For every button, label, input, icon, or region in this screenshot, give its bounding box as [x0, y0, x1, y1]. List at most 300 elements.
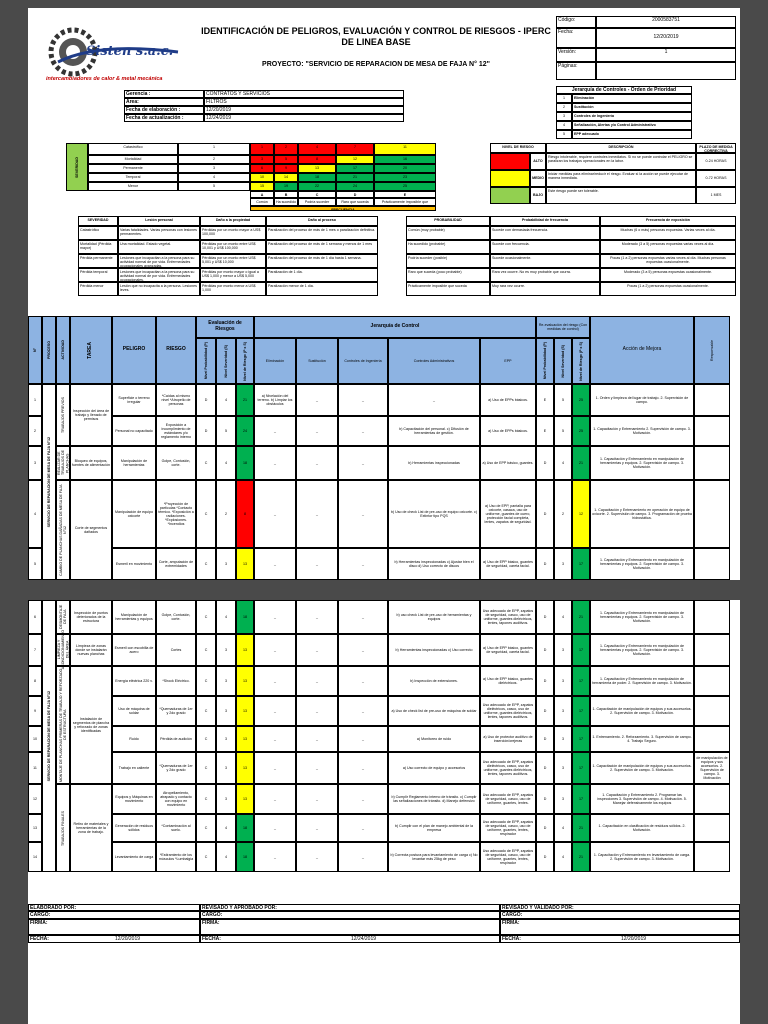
col-prob-header [196, 338, 216, 384]
matrix-row-num: 3 [178, 164, 250, 173]
matrix-value: 7 [336, 143, 374, 155]
signature-fecha-row [500, 935, 740, 943]
activity-cell-text: LIMPIEZA Y ACONDICIONAMIENTO DEL ÁREA [56, 630, 70, 670]
matrix-row-num: 2 [178, 155, 250, 164]
version-value: 1 [596, 48, 736, 62]
sev-value: 3 [216, 666, 236, 696]
risk-level-value: 13 [236, 634, 254, 666]
row-number: 6 [28, 600, 42, 634]
activity-cell [56, 480, 70, 580]
criteria-cell: Podría suceder (posible) [406, 254, 490, 268]
sev-value: 4 [216, 600, 236, 634]
elim-cell: a) Nivelación del terreno. b) Limpiar los obstáculos [254, 384, 296, 416]
risk-cell: Cortes [156, 634, 196, 666]
matrix-letter: D [336, 191, 374, 198]
reeval-sev: 3 [554, 548, 572, 580]
responsible-cell [694, 634, 730, 666]
col-adm-header: Controles Administrativos [388, 338, 480, 384]
sust-cell: _ [296, 696, 338, 726]
elim-cell: _ [254, 696, 296, 726]
matrix-row-num: 1 [178, 143, 250, 155]
activity-cell [56, 446, 70, 480]
sust-cell: _ [296, 480, 338, 548]
prob-value: D [196, 416, 216, 446]
criteria-cell: Pérdidas por un monto mayor a US$ 100,000 [200, 226, 266, 240]
admin-control-cell: b) Capacitación del personal. c) Difusión de herramientas de gestión. [388, 416, 480, 446]
epp-cell: Uso adecuado de EPP, zapatos dieléctricos, casco, uso de uniforme, guantes dieléctricos, lentes, tapones auditivos. [480, 752, 536, 784]
improvement-action-cell: 1. Capacitación y Entrenamiento en operación de equipo de oxicorte. 2. Supervisión de campo. 3. Programación de prueba hidrostática. [590, 480, 694, 548]
reeval-sev: 3 [554, 634, 572, 666]
row-number: 1 [28, 384, 42, 416]
criteria-cell: Sucede con frecuencia. [490, 240, 600, 254]
elim-cell: _ [254, 666, 296, 696]
signature-firma: FIRMA: [28, 919, 200, 935]
area-value: FILTROS [204, 98, 404, 106]
risk-cell: *Caídas al mismo nivel *Atropello de personas [156, 384, 196, 416]
risk-level-value: 21 [236, 384, 254, 416]
level-name: ALTO [530, 153, 546, 170]
sust-cell: _ [296, 416, 338, 446]
admin-control-cell: b) Herramientas inspeccionadas c) Uso correcto [388, 634, 480, 666]
reeval-level: 21 [572, 842, 590, 872]
risk-level-legend [490, 143, 736, 205]
reeval-prob: D [536, 726, 554, 752]
signature-fecha-label: FECHA: [502, 936, 521, 942]
risk-cell: *Quemaduras de 1er y 2do grado [156, 752, 196, 784]
matrix-row-name: Catastrófico [88, 143, 178, 155]
sust-cell: _ [296, 634, 338, 666]
criteria-cell: Pérdidas por un monto entre US$ 10,001 y US$ 100,000 [200, 240, 266, 254]
matrix-value: 12 [336, 155, 374, 164]
elim-cell: _ [254, 726, 296, 752]
col-sev-header-text: Nivel Severidad (S) [223, 344, 228, 378]
hazard-cell: Manipulación de herramientas y equipos [112, 600, 156, 634]
risk-level-value: 24 [236, 416, 254, 446]
prob-value: C [196, 752, 216, 784]
elim-cell: _ [254, 814, 296, 842]
reeval-level: 17 [572, 634, 590, 666]
level-term: 1 MES [696, 187, 736, 204]
sev-value: 3 [216, 784, 236, 814]
info-block [124, 90, 404, 124]
reeval-level: 25 [572, 384, 590, 416]
matrix-sev-label: SEVERIDAD [66, 143, 88, 191]
ing-cell: _ [338, 384, 388, 416]
reeval-sev: 4 [554, 814, 572, 842]
row-number: 5 [28, 548, 42, 580]
epp-cell: Uso adecuado de EPP, zapatos de seguridad, casco, uso de uniforme, guantes, lentes. [480, 784, 536, 814]
improvement-action-cell: 1. Capacitación y Entrenamiento 2. Programar las inspecciones 3. Supervisión de campo. 4. Motivación. 5. Manejar defensivamente los equipos [590, 784, 694, 814]
probability-criteria [406, 216, 736, 306]
col-tarea-header [70, 316, 112, 384]
gerencia-label: Gerencia : [124, 90, 204, 98]
improvement-action-cell: 1. Capacitación y Entrenamiento en manipulación de herramientas y equipos. 2. Supervisión de campo. 3. Motivación. [590, 600, 694, 634]
signature-cargo: CARGO: [28, 911, 200, 919]
responsible-cell [694, 384, 730, 416]
elim-cell: _ [254, 600, 296, 634]
responsible-cell [694, 446, 730, 480]
reeval-sev: 3 [554, 666, 572, 696]
risk-level-value: 18 [236, 814, 254, 842]
level-color-swatch [490, 170, 530, 187]
reeval-prob: D [536, 814, 554, 842]
signature-fecha-label: FECHA: [30, 936, 49, 942]
criteria-cell: Rara vez ocurre. No es muy probable que ocurra. [490, 268, 600, 282]
signature-block [28, 904, 740, 944]
admin-control-cell: b) Cumplir con el plan de manejo ambiental de la empresa [388, 814, 480, 842]
matrix-value: 23 [374, 173, 436, 182]
level-desc: Este riesgo puede ser tolerable. [546, 187, 696, 204]
ing-cell: _ [338, 480, 388, 548]
prob-value: C [196, 696, 216, 726]
risk-cell: Atropellamiento, atrapado y contacto con equipo en movimiento [156, 784, 196, 814]
risk-cell: *Proyección de partículas *Contacto térmico. *Exposición a radiaciones. *Explosiones. *Incendios [156, 480, 196, 548]
ing-cell: _ [338, 634, 388, 666]
col-peligro-header: PELIGRO [112, 316, 156, 384]
signature-cargo: CARGO: [200, 911, 500, 919]
prob-value: C [196, 814, 216, 842]
responsible-cell [694, 548, 730, 580]
risk-level-value: 8 [236, 480, 254, 548]
code-box [556, 16, 736, 80]
activity-cell [56, 630, 70, 670]
col-prob-header-text: Nivel Probabilidad (P) [203, 342, 208, 380]
hazard-cell: Esmeril en movimiento [112, 548, 156, 580]
ing-cell: _ [338, 784, 388, 814]
criteria-cell: Pérdidas por monto mayor o igual a US$ 1,000 y menor a US$ 5,000 [200, 268, 266, 282]
proceso-cell [42, 600, 56, 872]
prob-value: C [196, 600, 216, 634]
epp-cell: Uso adecuado de EPP, zapatos de seguridad, casco, uso de uniforme, guantes, lentes, respirador [480, 814, 536, 842]
ing-cell: _ [338, 416, 388, 446]
col-responsable-header-text: Responsable [709, 339, 714, 361]
company-logo [38, 22, 188, 90]
task-cell: Retiro de materiales y herramientas de la zona de trabajo. [70, 784, 112, 872]
activity-cell-text: MONTAJE DE PLANCHAS PRIMERAS DE TRABAJO Y REFORZADO DE ESTRUCTURA [58, 668, 67, 782]
matrix-letter: B [274, 191, 298, 198]
codigo-label: Código: [556, 16, 596, 28]
matrix-row-name: Temporal [88, 173, 178, 182]
admin-control-cell: _ [388, 384, 480, 416]
sust-cell: _ [296, 752, 338, 784]
epp-cell: a) Uso de protector auditivo de inserción/orejeras [480, 726, 536, 752]
document-title: IDENTIFICACIÓN DE PELIGROS, EVALUACIÓN Y CONTROL DE RIESGOS - IPERC DE LINEA BASE [201, 26, 551, 47]
criteria-cell: Paralización del proceso de más de 1 semana y menos de 1 mes [266, 240, 378, 254]
activity-cell [56, 784, 70, 872]
criteria-cell: Pérdida temporal [78, 268, 118, 282]
main-table-body-p1 [28, 384, 740, 580]
signature-firma: FIRMA: [500, 919, 740, 935]
col-ing-header: Controles de Ingeniería [338, 338, 388, 384]
sev-value: 3 [216, 548, 236, 580]
elim-cell: _ [254, 842, 296, 872]
responsible-cell [694, 696, 730, 726]
col-nivel-header [236, 338, 254, 384]
proceso-cell [42, 384, 56, 580]
risk-level-value: 18 [236, 600, 254, 634]
elim-cell: _ [254, 480, 296, 548]
sev-value: 4 [216, 814, 236, 842]
row-number: 4 [28, 480, 42, 548]
criteria-cell: Paralización del proceso de más de 1 mes o paralización definitiva. [266, 226, 378, 240]
matrix-freq-label: Raro que suceda [336, 198, 374, 206]
hierarchy-item: Señalización, Alertas y/o Control Administrativo [572, 121, 692, 130]
level-color-swatch [490, 187, 530, 204]
admin-control-cell: b) Inspección de extensiones. [388, 666, 480, 696]
reeval-prob: E [536, 384, 554, 416]
signature-cargo: CARGO: [500, 911, 740, 919]
criteria-cell: Muy rara vez ocurre. [490, 282, 600, 296]
responsible-cell [694, 416, 730, 446]
row-number: 3 [28, 446, 42, 480]
row-number: 7 [28, 634, 42, 666]
hierarchy-item: Sustitución [572, 103, 692, 112]
criteria-cell: Pérdidas por monto menor a US$ 1,000 [200, 282, 266, 296]
fecha-label: Fecha: [556, 28, 596, 48]
reeval-level: 17 [572, 752, 590, 784]
sev-value: 3 [216, 726, 236, 752]
ing-cell: _ [338, 726, 388, 752]
criteria-cell: Raro que suceda (poco probable) [406, 268, 490, 282]
matrix-value: 25 [374, 182, 436, 191]
reeval-sev: 4 [554, 600, 572, 634]
hierarchy-num: 4 [556, 121, 572, 130]
reeval-prob: D [536, 666, 554, 696]
sust-cell: _ [296, 548, 338, 580]
matrix-value: 22 [298, 182, 336, 191]
risk-level-value: 18 [236, 842, 254, 872]
improvement-action-cell: 1. Entrenamiento. 2. Reforzamiento. 3. Supervisión de campo. 4. Trabajo Seguro. [590, 726, 694, 752]
risk-cell: Golpe, Contusión, corte. [156, 446, 196, 480]
criteria-header: Frecuencia de exposición [600, 216, 736, 226]
severity-criteria [78, 216, 378, 306]
improvement-action-cell: 1. Capacitación en clasificación de residuos sólidos. 2. Motivación. [590, 814, 694, 842]
col-responsable-header [694, 316, 730, 384]
proceso-cell-text: SERVICIO DE REPARACION DE MESA DE FAJA N°12 [46, 690, 51, 782]
criteria-cell: Pérdida permanente [78, 254, 118, 268]
level-desc: Riesgo intolerable, requiere controles inmediatos. Si no se puede controlar el PELIGRO se paralizan los trabajos operacionales en la labor. [546, 153, 696, 170]
prob-value: C [196, 666, 216, 696]
matrix-value: 2 [274, 143, 298, 155]
col-accion-header: Acción de Mejora [590, 316, 694, 384]
level-color-swatch [490, 153, 530, 170]
risk-cell: Corte, amputación de extremidades [156, 548, 196, 580]
criteria-header: SEVERIDAD [78, 216, 118, 226]
col-nivel-header-text: Nivel de Riesgo (P x S) [242, 341, 247, 381]
paginas-label: Páginas: [556, 62, 596, 80]
ing-cell: _ [338, 696, 388, 726]
criteria-header: Daño al proceso [266, 216, 378, 226]
col-rprob-header [536, 338, 554, 384]
area-label: Area: [124, 98, 204, 106]
matrix-value: 8 [298, 155, 336, 164]
sust-cell: _ [296, 814, 338, 842]
matrix-value: 5 [274, 155, 298, 164]
criteria-cell: Pérdida menor [78, 282, 118, 296]
signature-fecha-value: 12/20/2019 [621, 936, 647, 942]
prob-value: C [196, 726, 216, 752]
sev-value: 4 [216, 384, 236, 416]
col-riesgo-header: RIESGO [156, 316, 196, 384]
admin-control-cell: b) Correcta postura para levantamiento de carga c) No levantar más 25kg de peso [388, 842, 480, 872]
hazard-cell: Personal no capacitado [112, 416, 156, 446]
matrix-value: 17 [336, 164, 374, 173]
admin-control-cell: a) Monitoreo de ruido [388, 726, 480, 752]
matrix-value: 18 [298, 173, 336, 182]
reeval-sev: 3 [554, 726, 572, 752]
level-term: 0-72 HORAS [696, 170, 736, 187]
matrix-row-name: Menor [88, 182, 178, 191]
paginas-value [596, 62, 736, 80]
hierarchy-item: EPP adecuado [572, 130, 692, 139]
signature-firma: FIRMA: [200, 919, 500, 935]
hazard-cell: Manipulación de equipo oxicorte [112, 480, 156, 548]
col-proceso-header-text: PROCESO [46, 341, 51, 359]
hazard-cell: Levantamiento de carga [112, 842, 156, 872]
signature-title: REVISADO Y VALIDADO POR: [500, 904, 740, 911]
ing-cell: _ [338, 752, 388, 784]
epp-cell: a) Uso de EPP básico, guantes de seguridad, careta facial. [480, 548, 536, 580]
signature-title: REVISADO Y APROBADO POR: [200, 904, 500, 911]
sev-value: 2 [216, 480, 236, 548]
risk-cell: *Estiramiento de los músculos *Lumbalgia [156, 842, 196, 872]
matrix-value: 21 [336, 173, 374, 182]
matrix-freq-label: Ha sucedido [274, 198, 298, 206]
hierarchy-item: Controles de Ingeniería [572, 112, 692, 121]
main-table-header [28, 316, 740, 384]
col-num-header [28, 316, 42, 384]
matrix-value: 20 [374, 164, 436, 173]
activity-cell-text: REALIZAR DE TRABAJOS DE PLANCHAS [56, 450, 70, 476]
reeval-sev: 4 [554, 446, 572, 480]
epp-cell: a) Uso de EPPs básicos. [480, 416, 536, 446]
reeval-prob: D [536, 548, 554, 580]
reeval-prob: D [536, 752, 554, 784]
activity-cell [56, 384, 70, 446]
improvement-action-cell: 1. Capacitación y Entrenamiento en levantamiento de carga. 2. Supervisión de campo. 3. Motivación. [590, 842, 694, 872]
risk-level-value: 13 [236, 726, 254, 752]
reeval-prob: D [536, 784, 554, 814]
hazard-cell: Generación de residuos sólidos [112, 814, 156, 842]
act-label: Fecha de actualización : [124, 114, 204, 122]
activity-cell [56, 666, 70, 784]
matrix-value: 24 [336, 182, 374, 191]
row-number: 14 [28, 842, 42, 872]
activity-cell-text: CAMBIO DE PLANCHAS DAÑADAS DE MESA DE FAJA N°12 [58, 484, 67, 576]
company-name: Sisten s.a.c. [86, 44, 174, 59]
col-tarea-header-text: TAREA [87, 341, 94, 359]
improvement-action-cell: 1. Capacitación y Entrenamiento en manipulación de herramientas y equipos. 2. Supervisión de campo. 3. Motivación. [590, 634, 694, 666]
ing-cell: _ [338, 814, 388, 842]
hierarchy-num: 2 [556, 103, 572, 112]
signature-fecha-row [200, 935, 500, 943]
risk-level-value: 13 [236, 666, 254, 696]
col-actividad-header-text: ACTIVIDAD [60, 340, 65, 360]
criteria-cell: Muchas (6 o más) personas expuestas. Varias veces al día. [600, 226, 736, 240]
reeval-sev: 5 [554, 416, 572, 446]
hazard-cell: Equipos y Máquinas en movimiento [112, 784, 156, 814]
criteria-header: Daño a la propiedad [200, 216, 266, 226]
responsible-cell [694, 600, 730, 634]
epp-cell: Uso adecuado de EPP, zapatos dieléctricos, casco, uso de uniforme, guantes dieléctricos, lentes, tapones auditivos. [480, 696, 536, 726]
risk-level-value: 18 [236, 446, 254, 480]
task-cell: Inspección de puntos deteriorados de la estructura [70, 600, 112, 634]
sev-value: 4 [216, 446, 236, 480]
reeval-prob: D [536, 600, 554, 634]
signature-fecha-value: 12/20/2019 [115, 936, 141, 942]
criteria-cell: Pocas (1 a 2) personas expuestas ocasionalmente. [600, 282, 736, 296]
act-value: 12/24/2019 [204, 114, 404, 122]
matrix-freq-label: Podría suceder [298, 198, 336, 206]
col-rsev-header-text: Nivel Severidad (S) [560, 344, 565, 378]
gerencia-value: CONTRATOS Y SERVICIOS [204, 90, 404, 98]
col-eval-header: Evaluación de Riesgos [196, 316, 254, 338]
matrix-value: 3 [250, 155, 274, 164]
reeval-prob: E [536, 416, 554, 446]
risk-cell: Golpe, Contusión, corte. [156, 600, 196, 634]
criteria-cell: Lesiones que incapacitan a la persona para su actividad normal de por vida. Enfermedades ocupacionales. [118, 268, 200, 282]
col-jerarquia-header: Jerarquía de Control [254, 316, 536, 338]
matrix-freq-label: Prácticamente imposible que [374, 198, 436, 206]
row-number: 11 [28, 752, 42, 784]
improvement-action-cell: 1. Capacitación y Entrenamiento en manipulación de herramientas y equipos. 2. Supervisión de campo. 3. Motivación. [590, 446, 694, 480]
reeval-level: 17 [572, 696, 590, 726]
sev-value: 3 [216, 696, 236, 726]
reeval-level: 17 [572, 666, 590, 696]
activity-cell-text: TRABAJOS FINALES [60, 810, 65, 846]
ing-cell: _ [338, 600, 388, 634]
col-proceso-header [42, 316, 56, 384]
admin-control-cell: a) Uso correcto de equipo y accesorios [388, 752, 480, 784]
criteria-cell: Mortalidad (Pérdida mayor) [78, 240, 118, 254]
row-number: 12 [28, 784, 42, 814]
col-rnivel-header [572, 338, 590, 384]
criteria-cell: Moderado (3 a 5) personas expuestas varias veces al día. [600, 240, 736, 254]
matrix-row-num: 5 [178, 182, 250, 191]
criteria-cell: Pocas (1 a 2) personas expuestas varias veces al día. Muchas personas expuestas ocasionalmente. [600, 254, 736, 268]
risk-cell: Pérdida de audición [156, 726, 196, 752]
prob-value: C [196, 634, 216, 666]
criteria-cell: Una mortalidad. Estado vegetal. [118, 240, 200, 254]
matrix-freq-title: FRECUENCIA [250, 206, 436, 211]
responsible-cell [694, 784, 730, 814]
task-cell: Limpieza de zonas donde se instalarán nuevas planchas [70, 634, 112, 666]
activity-cell-text: TRABAJOS PREVIOS [60, 397, 65, 433]
matrix-row-num: 4 [178, 173, 250, 182]
main-table-body-p2 [28, 600, 740, 902]
col-rprob-header-text: Nivel Probabilidad (P) [542, 342, 547, 380]
task-cell: Bloqueo de equipos, fuentes de alimentación [70, 446, 112, 480]
criteria-header: PROBABILIDAD [406, 216, 490, 226]
reeval-sev: 3 [554, 784, 572, 814]
criteria-cell: Paralización del proceso de más de 1 día hasta 1 semana. [266, 254, 378, 268]
matrix-letter: A [250, 191, 274, 198]
improvement-action-cell: 1. Capacitación de manipulación de equipos y sus accesorios. 2. Supervisión de campo. 3. Motivación. [590, 752, 694, 784]
col-rnivel-header-text: Nivel de Riesgo (P x S) [578, 341, 583, 381]
matrix-value: 14 [274, 173, 298, 182]
level-h1: NIVEL DE RIESGO [490, 143, 546, 153]
reeval-prob: D [536, 446, 554, 480]
risk-cell: *Contaminación al suelo. [156, 814, 196, 842]
activity-cell-text: DESMONTAJE DE FAJA [58, 604, 67, 630]
reeval-prob: D [536, 634, 554, 666]
epp-cell: a) Uso de EPP básico, guantes de seguridad, careta facial. [480, 634, 536, 666]
criteria-cell: Pérdidas por un monto entre US$ 5,001 y US$ 10,000 [200, 254, 266, 268]
criteria-cell: Moderado (3 a 5) personas expuestas ocasionalmente. [600, 268, 736, 282]
level-desc: Iniciar medidas para eliminar/reducir el riesgo. Evaluar si la acción se puede ejecutar de manera inmediata. [546, 170, 696, 187]
level-name: BAJO [530, 187, 546, 204]
sust-cell: _ [296, 784, 338, 814]
